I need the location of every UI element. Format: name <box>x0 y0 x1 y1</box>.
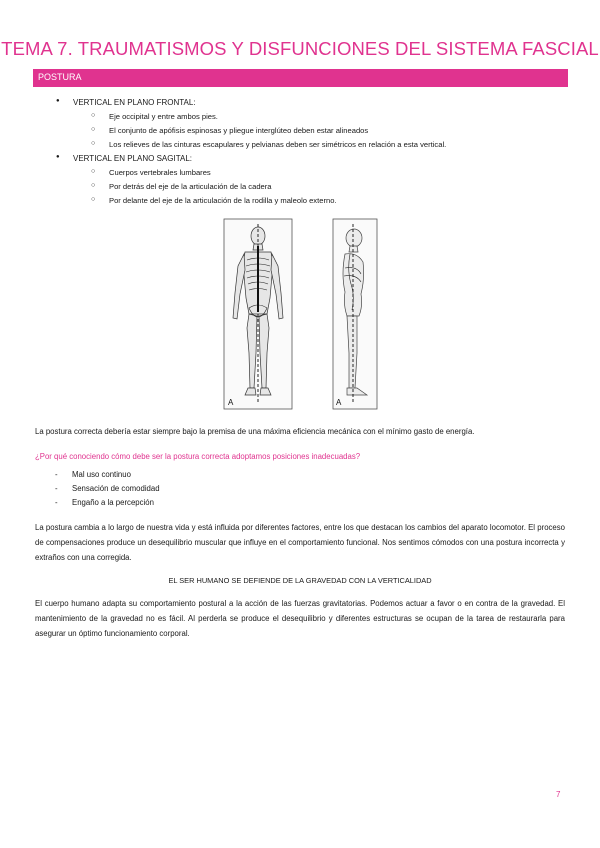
question-heading: ¿Por qué conociendo cómo debe ser la postura correcta adoptamos posiciones inadecuadas? <box>35 452 361 461</box>
figure-label-right: A <box>336 398 342 407</box>
bullet-sagital-item: ○ Cuerpos vertebrales lumbares <box>109 168 211 177</box>
paragraph-postura-correcta: La postura correcta debería estar siempre bajo la premisa de una máxima eficiencia mecánica con el mínimo gasto de energía. <box>35 427 475 436</box>
bullet-frontal-item: ○ Eje occipital y entre ambos pies. <box>109 112 218 121</box>
paragraph-gravedad: El cuerpo humano adapta su comportamiento postural a la acción de las fuerzas gravitatorias. Podemos actuar a favor o en contra de la gravedad. El mantenimiento de la gravedad no es fácil. Al perderla se produce el desequilibrio y diferentes estructuras se ocupan de la tarea de restaurarla para asegurar un óptimo funcionamiento corporal. <box>35 599 565 638</box>
section-title: POSTURA <box>38 72 82 82</box>
dash-item: - Sensación de comodidad <box>72 484 160 493</box>
dash-item: - Mal uso continuo <box>72 470 131 479</box>
frontal-posture-figure <box>224 219 292 409</box>
bullet-frontal: ● VERTICAL EN PLANO FRONTAL: <box>73 98 196 107</box>
section-bar <box>33 69 568 87</box>
page-number: 7 <box>556 790 561 799</box>
posture-figures <box>223 218 379 412</box>
document-title: TEMA 7. TRAUMATISMOS Y DISFUNCIONES DEL SISTEMA FASCIAL <box>1 38 599 59</box>
paragraph-cambios-postura: La postura cambia a lo largo de nuestra vida y está influida por diferentes factores, entre los que destacan los cambios del aparato locomotor. El proceso de compensaciones produce un desequilibrio muscular que influye en el comportamiento funcional. Nos sentimos cómodos con una postura incorrecta y extraños con una corregida. <box>35 523 565 562</box>
bullet-frontal-item: ○ El conjunto de apófisis espinosas y pliegue interglúteo deben estar alineados <box>109 126 368 135</box>
figure-label-left: A <box>228 398 234 407</box>
bullet-frontal-item: ○ Los relieves de las cinturas escapulares y pelvianas deben ser simétricos en relación a esta vertical. <box>109 140 446 149</box>
section-subheading: EL SER HUMANO SE DEFIENDE DE LA GRAVEDAD CON LA VERTICALIDAD <box>168 576 432 585</box>
bullet-sagital: ● VERTICAL EN PLANO SAGITAL: <box>73 154 192 163</box>
dash-item: - Engaño a la percepción <box>72 498 154 507</box>
bullet-sagital-item: ○ Por delante del eje de la articulación de la rodilla y maleolo externo. <box>109 196 337 205</box>
sagittal-posture-figure <box>333 219 377 409</box>
bullet-sagital-item: ○ Por detrás del eje de la articulación de la cadera <box>109 182 272 191</box>
